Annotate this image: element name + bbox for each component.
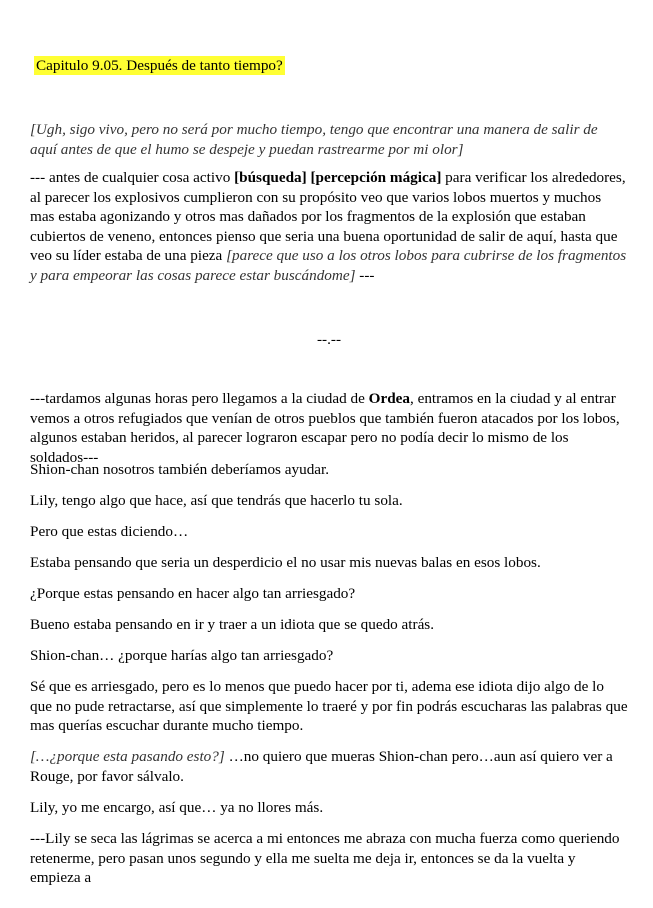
- paragraph-dialogue: Lily, tengo algo que hace, así que tendrás que hacerlo tu sola.: [30, 492, 403, 509]
- paragraph-dialogue: Lily, yo me encargo, así que… ya no llores más.: [30, 799, 324, 816]
- paragraph-dialogue: Shion-chan… ¿porque harías algo tan arriesgado?: [30, 647, 334, 664]
- paragraph-thought: [Ugh, sigo vivo, pero no será por mucho tiempo, tengo que encontrar una manera de salir de aquí antes de que el humo se despeje y puedan rastrearme por mi olor]: [30, 121, 598, 158]
- paragraph-dialogue: [30, 747, 628, 786]
- scene-break: --.--: [316, 331, 342, 348]
- text-run: , entramos en la ciudad y al entrar vemos a otros refugiados que venían de otros pueblos que también fueron atacados por los lobos, algunos estaban heridos, al parecer lograron escapar pero no podía decir lo mismo de los soldados---: [30, 390, 620, 466]
- paragraph-narration: ---Lily se seca las lágrimas se acerca a mi entonces me abraza con mucha fuerza como queriendo retenerme, pero pasan unos segundo y ella me suelta me deja ir, entonces se da la vuelta y empieza a: [30, 830, 620, 887]
- text-run: …no quiero que mueras Shion-chan pero…aun así quiero ver a Rouge, por favor sálvalo.: [30, 748, 613, 785]
- bold-skill-search: [búsqueda]: [234, 169, 307, 186]
- paragraph-dialogue: Pero que estas diciendo…: [30, 523, 189, 540]
- italic-thought: [parece que uso a los otros lobos para cubrirse de los fragmentos y para empeorar las cosas parece estar buscándome]: [30, 247, 627, 284]
- text-run: --- antes de cualquier cosa activo: [30, 169, 235, 186]
- text-run: ---: [355, 266, 375, 284]
- paragraph-dialogue: Shion-chan nosotros también deberíamos ayudar.: [30, 461, 330, 478]
- paragraph-narration: [30, 389, 628, 467]
- italic-thought: […¿porque esta pasando esto?]: [30, 748, 225, 765]
- text-run: ---tardamos algunas horas pero llegamos a la ciudad de: [30, 390, 369, 407]
- paragraph-dialogue: Estaba pensando que seria un desperdicio el no usar mis nuevas balas en esos lobos.: [30, 554, 541, 571]
- text-run: para verificar los alrededores, al parecer los explosivos cumplieron con su propósito veo que varios lobos muertos y muchos mas estaba agonizando y otros mas dañados por los fragmentos de la explosión que estaban cubiertos de veneno, entonces pienso que seria una buena oportunidad de salir de aquí, hasta que veo su líder estaba de una pieza: [30, 169, 626, 265]
- bold-city-name: Ordea: [368, 390, 410, 407]
- chapter-title: Capitulo 9.05. Después de tanto tiempo?: [36, 57, 283, 74]
- bold-skill-perception: [percepción mágica]: [310, 169, 442, 186]
- paragraph-narration: [30, 168, 628, 286]
- paragraph-dialogue: Sé que es arriesgado, pero es lo menos que puedo hacer por ti, adema ese idiota dijo algo de lo que no pude retractarse, así que simplemente lo traeré y por fin podrás escucharas las palabras que mas querías escuchar durante mucho tiempo.: [30, 678, 628, 735]
- paragraph-dialogue: Bueno estaba pensando en ir y traer a un idiota que se quedo atrás.: [30, 616, 435, 633]
- paragraph-dialogue: ¿Porque estas pensando en hacer algo tan arriesgado?: [30, 585, 356, 602]
